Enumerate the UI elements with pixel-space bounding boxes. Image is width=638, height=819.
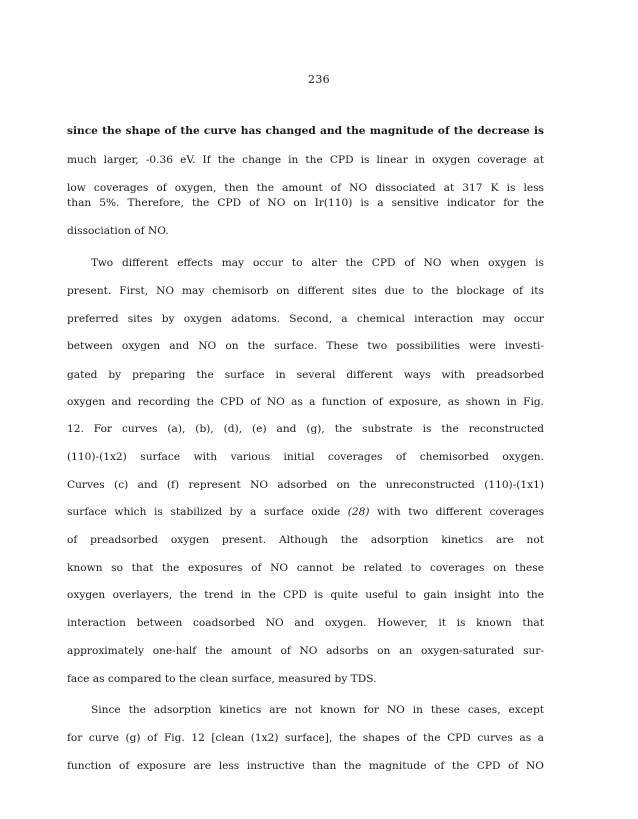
text-line: of preadsorbed oxygen present. Although the adsorption kinetics are not [67, 534, 544, 546]
text-line: Curves (c) and (f) represent NO adsorbed on the unreconstructed (110)-(1x1) [67, 479, 544, 491]
text-line: low coverages of oxygen, then the amount of NO dissociated at 317 K is less [67, 182, 544, 194]
text-line: than 5%. Therefore, the CPD of NO on Ir(110) is a sensitive indicator for the [67, 197, 544, 209]
text-line: oxygen and recording the CPD of NO as a function of exposure, as shown in Fig. [67, 396, 544, 408]
page-number: 236 [308, 73, 330, 86]
text-line: for curve (g) of Fig. 12 [clean (1x2) surface], the shapes of the CPD curves as a [67, 732, 544, 744]
text-line: much larger, -0.36 eV. If the change in the CPD is linear in oxygen coverage at [67, 154, 544, 166]
text-line: 12. For curves (a), (b), (d), (e) and (g), the substrate is the reconstructed [67, 423, 544, 435]
text-line: approximately one-half the amount of NO adsorbs on an oxygen-saturated sur- [67, 645, 544, 657]
text-line: present. First, NO may chemisorb on different sites due to the blockage of its [67, 285, 544, 297]
text-line: face as compared to the clean surface, measured by TDS. [67, 673, 377, 685]
text-line: Two different effects may occur to alter the CPD of NO when oxygen is [91, 257, 544, 269]
text-line: preferred sites by oxygen adatoms. Second, a chemical interaction may occur [67, 313, 544, 325]
text-segment: surface which is stabilized by a surface oxide [67, 506, 341, 518]
citation: (28) [347, 506, 370, 518]
text-line: (110)-(1x2) surface with various initial coverages of chemisorbed oxygen. [67, 451, 544, 463]
text-line: Since the adsorption kinetics are not known for NO in these cases, except [91, 704, 544, 716]
text-line: since the shape of the curve has changed and the magnitude of the decrease is [67, 125, 544, 137]
text-line: known so that the exposures of NO cannot be related to coverages on these [67, 562, 544, 574]
text-line: gated by preparing the surface in several different ways with preadsorbed [67, 369, 544, 381]
text-line: interaction between coadsorbed NO and oxygen. However, it is known that [67, 617, 544, 629]
text-line: dissociation of NO. [67, 225, 169, 237]
text-line: oxygen overlayers, the trend in the CPD is quite useful to gain insight into the [67, 589, 544, 601]
text-line: function of exposure are less instructive than the magnitude of the CPD of NO [67, 760, 544, 772]
text-segment: with two different coverages [377, 506, 545, 518]
text-line: between oxygen and NO on the surface. These two possibilities were investi- [67, 340, 544, 352]
text-line [67, 505, 544, 519]
